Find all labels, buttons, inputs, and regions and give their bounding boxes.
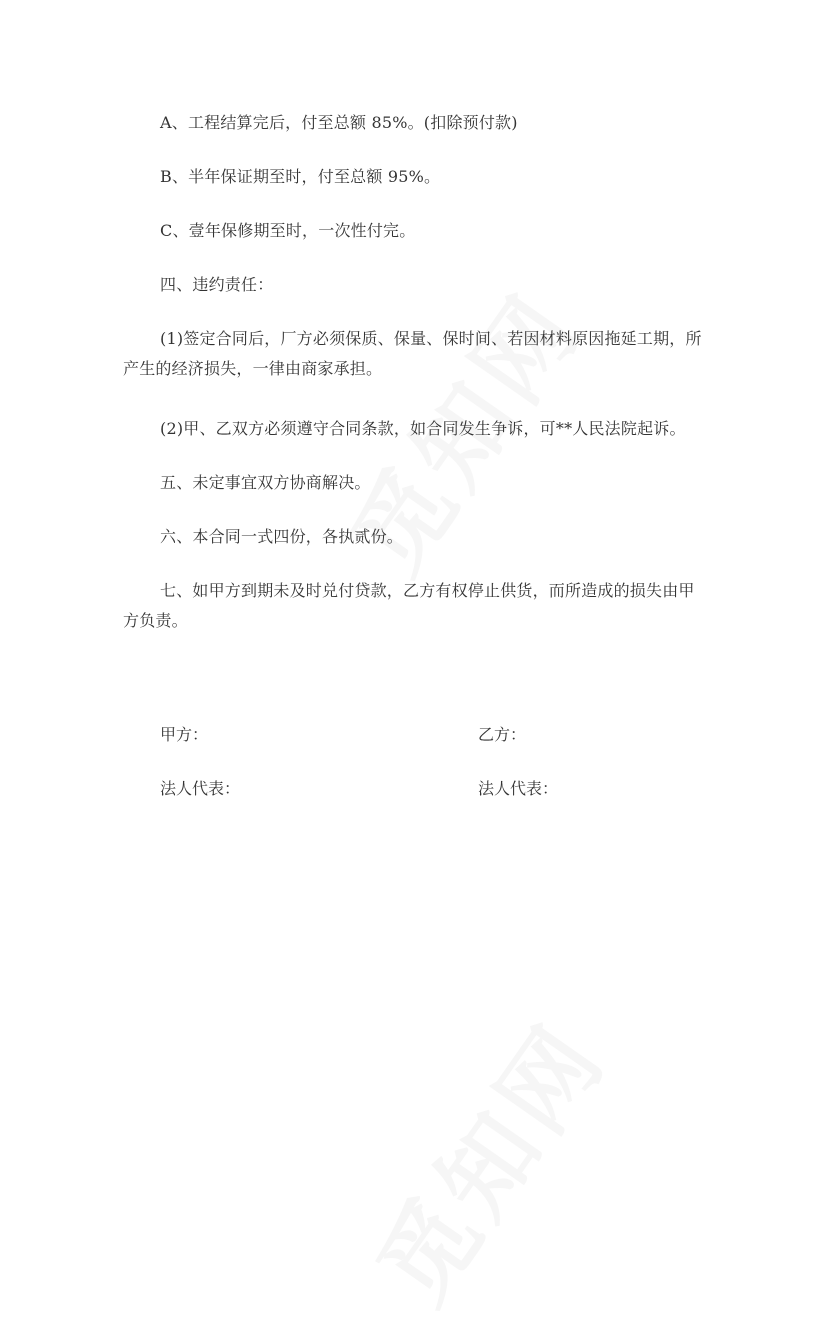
section-seven: 七、如甲方到期未及时兑付贷款，乙方有权停止供货，而所造成的损失由甲方负责。 xyxy=(123,581,695,630)
liability-item-1: (1)签定合同后，厂方必须保质、保量、保时间、若因材料原因拖延工期，所产生的经济损失，一律由商家承担。 xyxy=(123,329,702,378)
legal-rep-b-label: 法人代表： xyxy=(478,779,559,798)
section-six: 六、本合同一式四份，各执贰份。 xyxy=(160,527,404,546)
liability-item-2: (2)甲、乙双方必须遵守合同条款，如合同发生争诉，可**人民法院起诉。 xyxy=(160,419,686,438)
watermark xyxy=(340,991,631,1325)
party-a-label: 甲方： xyxy=(160,725,209,744)
clause-a: A、工程结算完后，付至总额 85%。(扣除预付款) xyxy=(160,113,518,132)
legal-rep-a-label: 法人代表： xyxy=(160,779,241,798)
party-b-label: 乙方： xyxy=(478,725,527,744)
section-heading-liability: 四、违约责任： xyxy=(160,275,274,294)
clause-b: B、半年保证期至时，付至总额 95%。 xyxy=(160,167,441,186)
section-five: 五、未定事宜双方协商解决。 xyxy=(160,473,371,492)
clause-c: C、壹年保修期至时，一次性付完。 xyxy=(160,221,416,240)
